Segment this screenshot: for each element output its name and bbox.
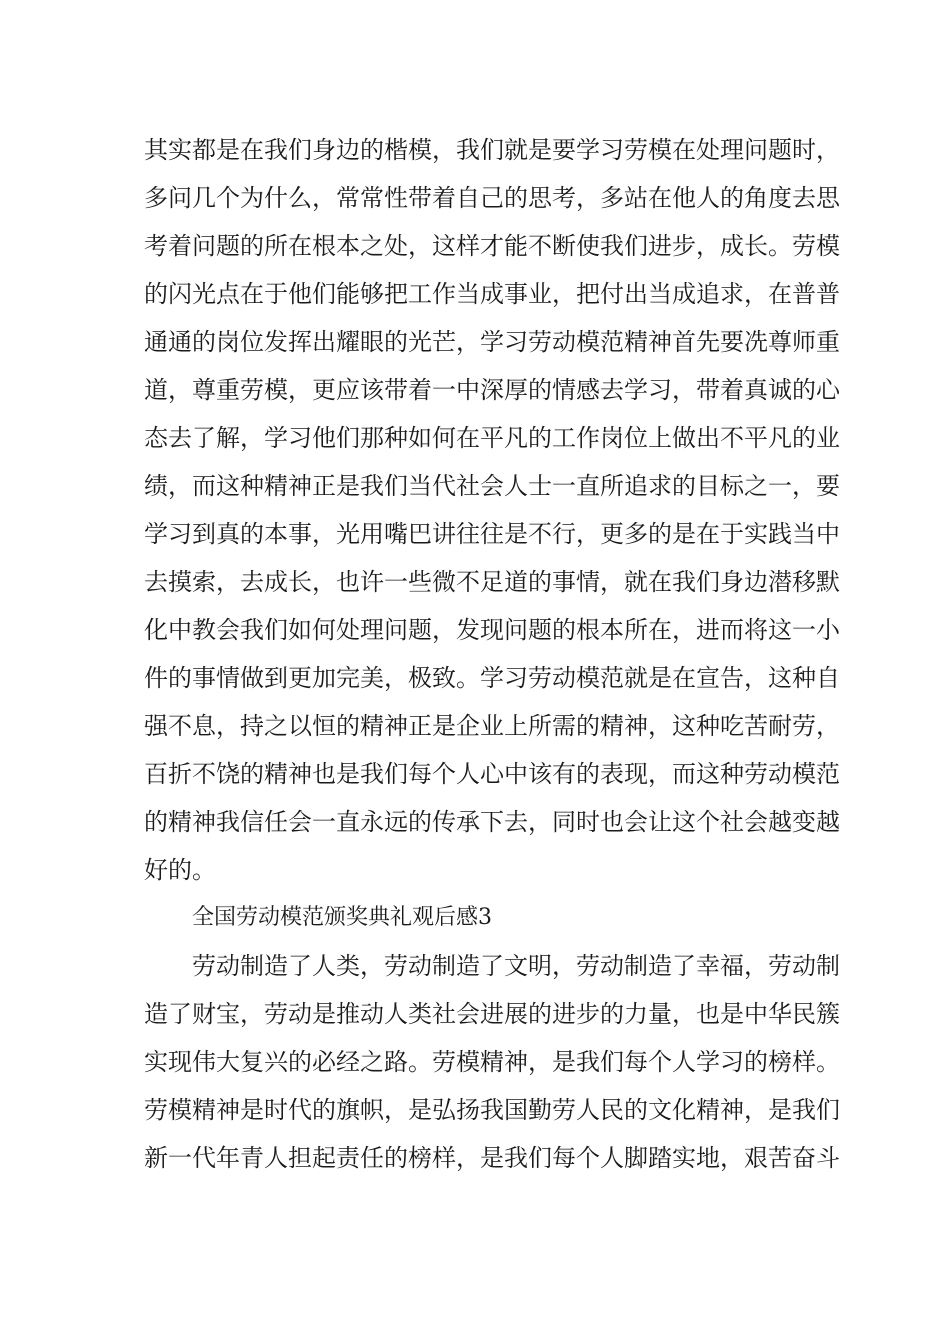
paragraph-2 <box>144 942 840 1182</box>
text-line: 的精神我信任会一直永远的传承下去，同时也会让这个社会越变越 <box>144 808 840 836</box>
text-line: 百折不饶的精神也是我们每个人心中该有的表现，而这种劳动模范 <box>144 760 840 788</box>
text-line: 去摸索，去成长，也许一些微不足道的事情，就在我们身边潜移默 <box>144 568 840 596</box>
paragraph-1 <box>144 126 840 894</box>
text-line: 实现伟大复兴的必经之路。劳模精神，是我们每个人学习的榜样。 <box>144 1048 840 1076</box>
text-line: 化中教会我们如何处理问题，发现问题的根本所在，进而将这一小 <box>144 616 840 644</box>
text-line: 的闪光点在于他们能够把工作当成事业，把付出当成追求，在普普 <box>144 280 840 308</box>
text-line: 绩，而这种精神正是我们当代社会人士一直所追求的目标之一，要 <box>144 472 840 500</box>
text-line: 通通的岗位发挥出耀眼的光芒，学习劳动模范精神首先要冼尊师重 <box>144 328 840 356</box>
text-line: 劳模精神是时代的旗帜，是弘扬我国勤劳人民的文化精神，是我们 <box>144 1096 840 1124</box>
text-line: 强不息，持之以恒的精神正是企业上所需的精神，这种吃苦耐劳， <box>144 712 840 740</box>
text-line: 多问几个为什么，常常性带着自己的思考，多站在他人的角度去思 <box>144 184 840 212</box>
text-line: 态去了解，学习他们那种如何在平凡的工作岗位上做出不平凡的业 <box>144 424 840 452</box>
text-line: 造了财宝，劳动是推动人类社会进展的进步的力量，也是中华民簇 <box>144 1000 840 1028</box>
text-line: 道，尊重劳模，更应该带着一中深厚的情感去学习，带着真诚的心 <box>144 376 840 404</box>
text-line: 好的。 <box>144 856 216 884</box>
text-line: 其实都是在我们身边的楷模，我们就是要学习劳模在处理问题时， <box>144 136 840 164</box>
text-line: 劳动制造了人类，劳动制造了文明，劳动制造了幸福，劳动制 <box>192 952 840 980</box>
text-line: 件的事情做到更加完美，极致。学习劳动模范就是在宣告，这种自 <box>144 664 840 692</box>
text-line: 新一代年青人担起责任的榜样，是我们每个人脚踏实地，艰苦奋斗 <box>144 1144 840 1172</box>
section-title: 全国劳动模范颁奖典礼观后感3 <box>192 905 492 930</box>
text-line: 学习到真的本事，光用嘴巴讲往往是不行，更多的是在于实践当中 <box>144 520 840 548</box>
document-body <box>144 126 840 1182</box>
text-line: 考着问题的所在根本之处，这样才能不断使我们进步，成长。劳模 <box>144 232 840 260</box>
